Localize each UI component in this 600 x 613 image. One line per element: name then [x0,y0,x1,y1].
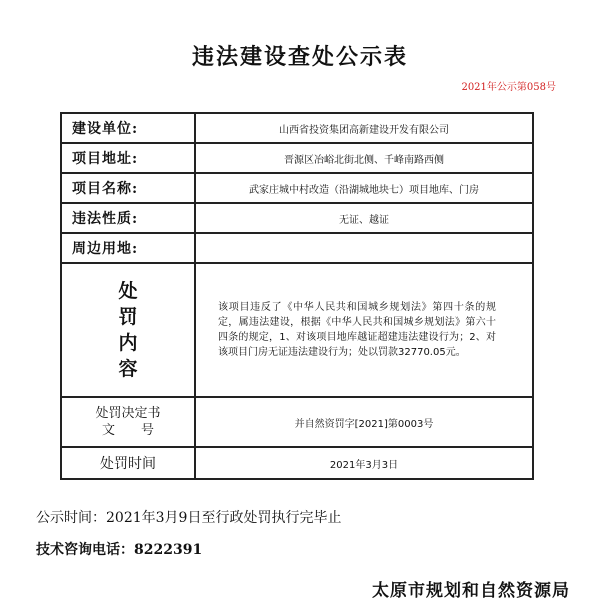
decision-label-line2: 文 号 [101,423,154,438]
surrounding-land-label: 周边用地: [61,233,195,263]
unit-value: 山西省投资集团高新建设开发有限公司 [195,113,533,143]
contact-phone: 技术咨询电话：8222391 [36,542,203,558]
penalty-content-value: 该项目违反了《中华人民共和国城乡规划法》第四十条的规定，属违法建设，根据《中华人民共和国城乡规划法》第六十四条的规定，1、对该项目地库越证超建违法建设行为；2、对该项目门房无证违法建设行为；处以罚款32770.05元。 [195,263,533,397]
issuing-authority: 太原市规划和自然资源局 [372,581,570,601]
table-row [61,143,533,173]
table-row [61,113,533,143]
project-name-label: 项目名称: [61,173,195,203]
penalty-label-char: 处 [118,280,138,302]
table-row [61,263,533,397]
penalty-label-char: 内 [118,332,138,354]
document-title: 违法建设查处公示表 [191,44,408,70]
table-row [61,173,533,203]
penalty-time-label: 处罚时间 [61,447,195,479]
unit-label: 建设单位: [61,113,195,143]
address-label: 项目地址: [61,143,195,173]
project-name-value: 武家庄城中村改造（沿湖城地块七）项目地库、门房 [195,173,533,203]
penalty-content-label [61,263,195,397]
table-row [61,233,533,263]
violation-nature-value: 无证、越证 [195,203,533,233]
penalty-label-char: 容 [118,358,138,380]
address-value: 晋源区冶峪北街北侧、千峰南路西侧 [195,143,533,173]
decision-number-label [61,397,195,447]
penalty-time-value: 2021年3月3日 [195,447,533,479]
document-number: 2021年公示第058号 [461,82,556,93]
table-row [61,203,533,233]
surrounding-land-value [195,233,533,263]
table-row [61,397,533,447]
publish-period: 公示时间：2021年3月9日至行政处罚执行完毕止 [36,510,342,526]
decision-label-line1: 处罚决定书 [95,406,161,421]
penalty-label-char: 罚 [118,306,138,328]
violation-nature-label: 违法性质: [61,203,195,233]
table-row [61,447,533,479]
disclosure-table [60,112,534,480]
decision-number-value: 并自然资罚字[2021]第0003号 [195,397,533,447]
